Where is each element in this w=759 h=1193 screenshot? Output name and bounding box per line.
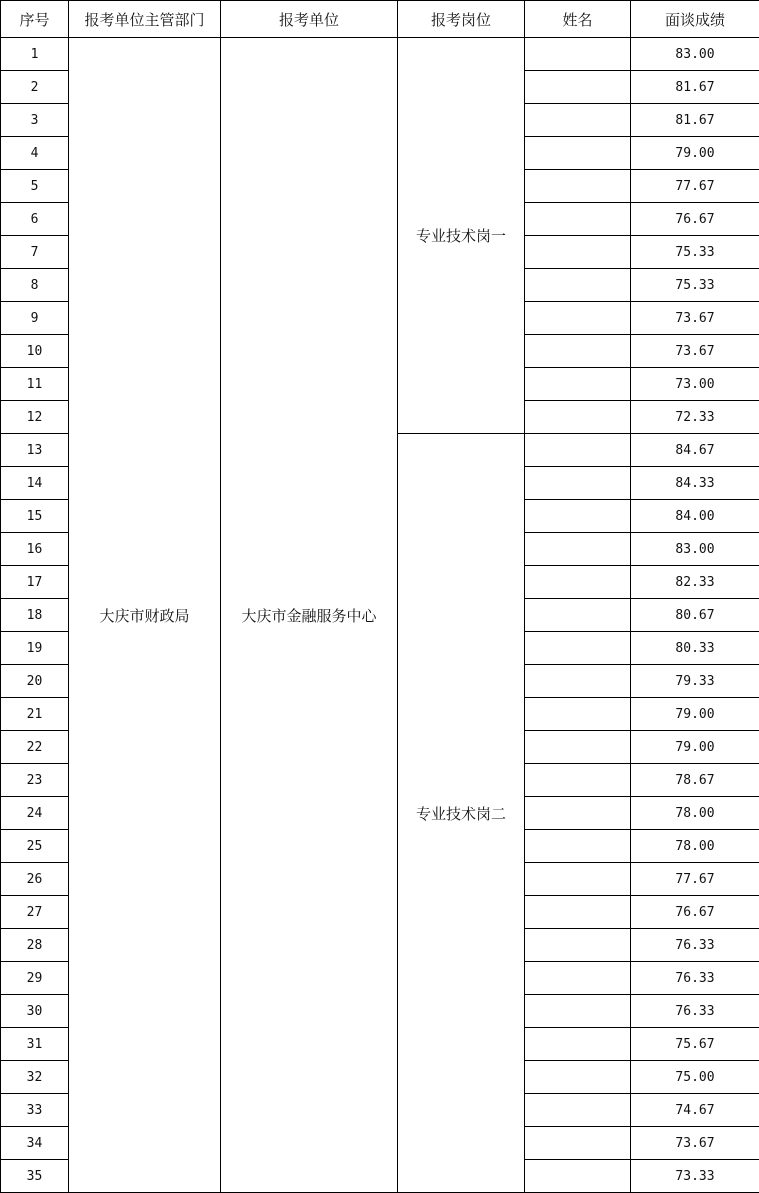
candidate-name: [525, 830, 631, 863]
row-number: 31: [1, 1028, 69, 1061]
row-number: 25: [1, 830, 69, 863]
row-number: 16: [1, 533, 69, 566]
interview-score: 73.67: [631, 335, 759, 368]
candidate-name: [525, 863, 631, 896]
interview-score: 76.33: [631, 962, 759, 995]
row-number: 19: [1, 632, 69, 665]
unit-cell: 大庆市金融服务中心: [221, 38, 398, 1193]
candidate-name: [525, 104, 631, 137]
candidate-name: [525, 533, 631, 566]
row-number: 3: [1, 104, 69, 137]
interview-score: 79.00: [631, 137, 759, 170]
candidate-name: [525, 1127, 631, 1160]
header-department: 报考单位主管部门: [69, 1, 221, 38]
candidate-name: [525, 467, 631, 500]
interview-score: 80.67: [631, 599, 759, 632]
interview-score: 73.67: [631, 1127, 759, 1160]
candidate-name: [525, 203, 631, 236]
interview-score: 81.67: [631, 71, 759, 104]
candidate-name: [525, 731, 631, 764]
header-row: [1, 1, 759, 38]
row-number: 28: [1, 929, 69, 962]
candidate-name: [525, 1160, 631, 1193]
row-number: 8: [1, 269, 69, 302]
row-number: 18: [1, 599, 69, 632]
candidate-name: [525, 500, 631, 533]
row-number: 15: [1, 500, 69, 533]
interview-score: 82.33: [631, 566, 759, 599]
candidate-name: [525, 236, 631, 269]
candidate-name: [525, 599, 631, 632]
row-number: 17: [1, 566, 69, 599]
row-number: 24: [1, 797, 69, 830]
interview-score: 73.00: [631, 368, 759, 401]
candidate-name: [525, 764, 631, 797]
row-number: 32: [1, 1061, 69, 1094]
candidate-name: [525, 929, 631, 962]
candidate-name: [525, 632, 631, 665]
candidate-name: [525, 401, 631, 434]
interview-score: 84.00: [631, 500, 759, 533]
interview-score: 76.33: [631, 929, 759, 962]
interview-score: 78.00: [631, 830, 759, 863]
interview-score: 75.33: [631, 269, 759, 302]
interview-score: 81.67: [631, 104, 759, 137]
interview-score: 79.00: [631, 698, 759, 731]
row-number: 6: [1, 203, 69, 236]
header-score: 面谈成绩: [631, 1, 759, 38]
row-number: 22: [1, 731, 69, 764]
header-position: 报考岗位: [398, 1, 525, 38]
row-number: 23: [1, 764, 69, 797]
candidate-name: [525, 665, 631, 698]
row-number: 9: [1, 302, 69, 335]
candidate-name: [525, 995, 631, 1028]
row-number: 4: [1, 137, 69, 170]
interview-score: 75.67: [631, 1028, 759, 1061]
row-number: 33: [1, 1094, 69, 1127]
candidate-name: [525, 38, 631, 71]
candidate-name: [525, 434, 631, 467]
row-number: 20: [1, 665, 69, 698]
row-number: 13: [1, 434, 69, 467]
interview-score: 76.67: [631, 896, 759, 929]
candidate-name: [525, 797, 631, 830]
row-number: 30: [1, 995, 69, 1028]
row-number: 14: [1, 467, 69, 500]
interview-score: 84.67: [631, 434, 759, 467]
interview-score: 76.33: [631, 995, 759, 1028]
candidate-name: [525, 368, 631, 401]
candidate-name: [525, 170, 631, 203]
interview-score: 72.33: [631, 401, 759, 434]
row-number: 12: [1, 401, 69, 434]
position-cell: 专业技术岗一: [398, 38, 525, 434]
row-number: 10: [1, 335, 69, 368]
candidate-name: [525, 71, 631, 104]
interview-score: 75.00: [631, 1061, 759, 1094]
interview-score: 78.00: [631, 797, 759, 830]
row-number: 35: [1, 1160, 69, 1193]
candidate-name: [525, 962, 631, 995]
table-body: [1, 38, 759, 1193]
row-number: 5: [1, 170, 69, 203]
candidate-name: [525, 896, 631, 929]
interview-score: 77.67: [631, 863, 759, 896]
interview-score: 75.33: [631, 236, 759, 269]
interview-score: 76.67: [631, 203, 759, 236]
interview-score: 84.33: [631, 467, 759, 500]
interview-score: 79.00: [631, 731, 759, 764]
candidate-name: [525, 137, 631, 170]
candidate-name: [525, 302, 631, 335]
interview-score: 73.33: [631, 1160, 759, 1193]
row-number: 1: [1, 38, 69, 71]
interview-score: 74.67: [631, 1094, 759, 1127]
candidate-name: [525, 698, 631, 731]
header-unit: 报考单位: [221, 1, 398, 38]
row-number: 34: [1, 1127, 69, 1160]
interview-score: 73.67: [631, 302, 759, 335]
row-number: 29: [1, 962, 69, 995]
row-number: 11: [1, 368, 69, 401]
candidate-name: [525, 566, 631, 599]
candidate-name: [525, 1094, 631, 1127]
table-row: [1, 38, 759, 71]
candidate-name: [525, 1061, 631, 1094]
row-number: 26: [1, 863, 69, 896]
candidate-name: [525, 1028, 631, 1061]
header-name: 姓名: [525, 1, 631, 38]
row-number: 7: [1, 236, 69, 269]
interview-score: 79.33: [631, 665, 759, 698]
department-cell: 大庆市财政局: [69, 38, 221, 1193]
interview-score: 83.00: [631, 38, 759, 71]
row-number: 27: [1, 896, 69, 929]
candidate-name: [525, 269, 631, 302]
interview-score: 77.67: [631, 170, 759, 203]
position-cell: 专业技术岗二: [398, 434, 525, 1193]
interview-score: 83.00: [631, 533, 759, 566]
candidate-name: [525, 335, 631, 368]
interview-score: 78.67: [631, 764, 759, 797]
row-number: 21: [1, 698, 69, 731]
header-number: 序号: [1, 1, 69, 38]
row-number: 2: [1, 71, 69, 104]
interview-score: 80.33: [631, 632, 759, 665]
